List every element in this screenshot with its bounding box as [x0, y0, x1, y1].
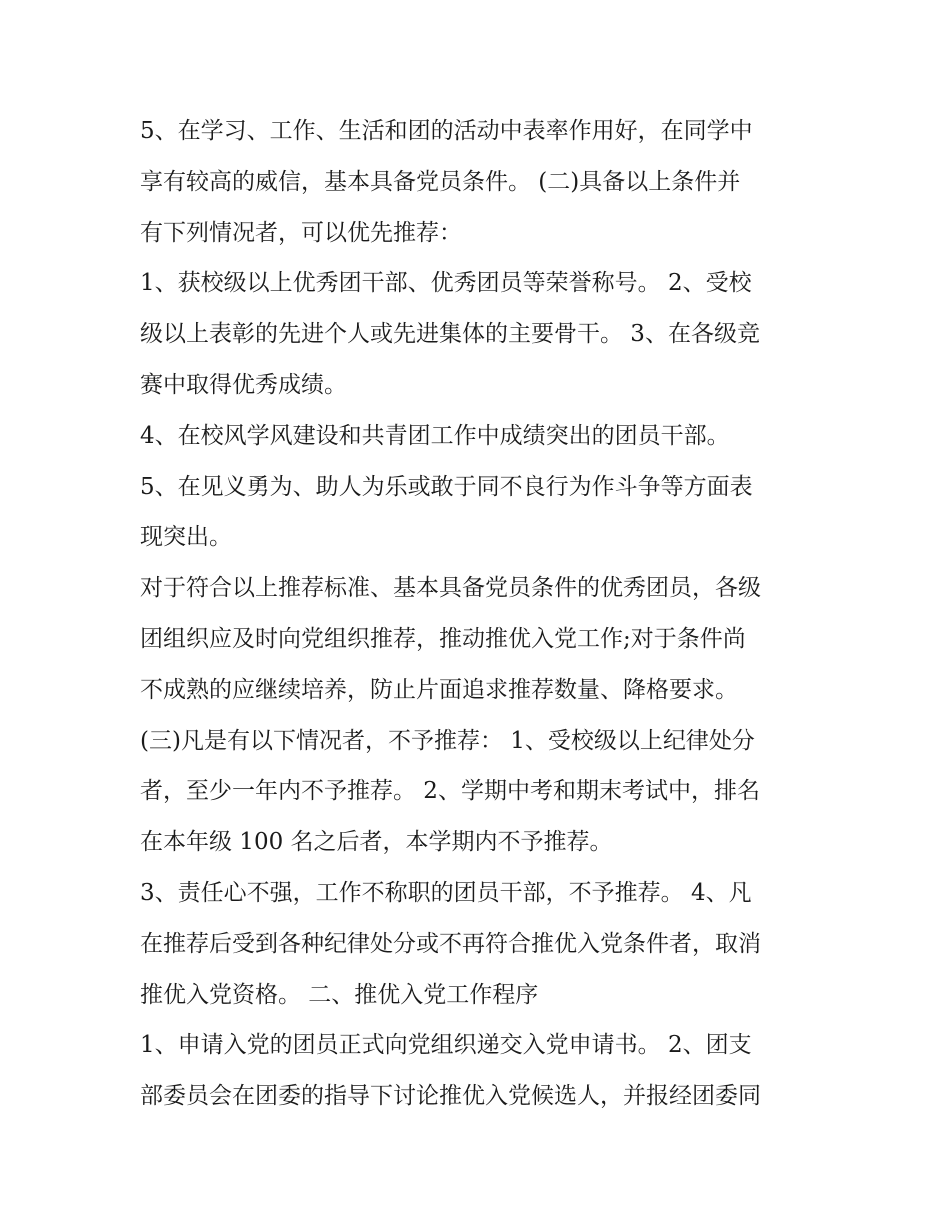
- text-line: 享有较高的威信，基本具备党员条件。 (二)具备以上条件并: [140, 168, 741, 195]
- text-line: 者，至少一年内不予推荐。 2、学期中考和期末考试中，排名: [140, 778, 760, 805]
- text-line: 1、申请入党的团员正式向党组织递交入党申请书。 2、团支: [140, 1032, 752, 1059]
- text-line: 有下列情况者，可以优先推荐：: [140, 219, 462, 246]
- text-line: 推优入党资格。 二、推优入党工作程序: [140, 981, 539, 1008]
- text-line: 在推荐后受到各种纪律处分或不再符合推优入党条件者，取消: [140, 930, 761, 957]
- text-line: 对于符合以上推荐标准、基本具备党员条件的优秀团员，各级: [140, 575, 761, 602]
- text-line: 5、在见义勇为、助人为乐或敢于同不良行为作斗争等方面表: [140, 473, 753, 500]
- text-line: 级以上表彰的先进个人或先进集体的主要骨干。 3、在各级竞: [140, 321, 760, 348]
- text-line: (三)凡是有以下情况者，不予推荐： 1、受校级以上纪律处分: [140, 727, 755, 754]
- text-line: 3、责任心不强，工作不称职的团员干部，不予推荐。 4、凡: [140, 879, 752, 906]
- text-line: 部委员会在团委的指导下讨论推优入党候选人，并报经团委同: [140, 1083, 761, 1110]
- text-line: 5、在学习、工作、生活和团的活动中表率作用好，在同学中: [140, 118, 753, 144]
- text-line: 现突出。: [140, 524, 232, 551]
- text-line: 1、获校级以上优秀团干部、优秀团员等荣誉称号。 2、受校: [140, 270, 752, 297]
- text-line: 不成熟的应继续培养，防止片面追求推荐数量、降格要求。: [140, 676, 738, 703]
- text-line: 4、在校风学风建设和共青团工作中成绩突出的团员干部。: [140, 422, 730, 449]
- text-line: 团组织应及时向党组织推荐，推动推优入党工作;对于条件尚: [140, 625, 746, 652]
- text-line: 在本年级 100 名之后者，本学期内不予推荐。: [140, 829, 613, 856]
- document-body: [140, 106, 820, 1122]
- text-line: 赛中取得优秀成绩。: [140, 371, 347, 398]
